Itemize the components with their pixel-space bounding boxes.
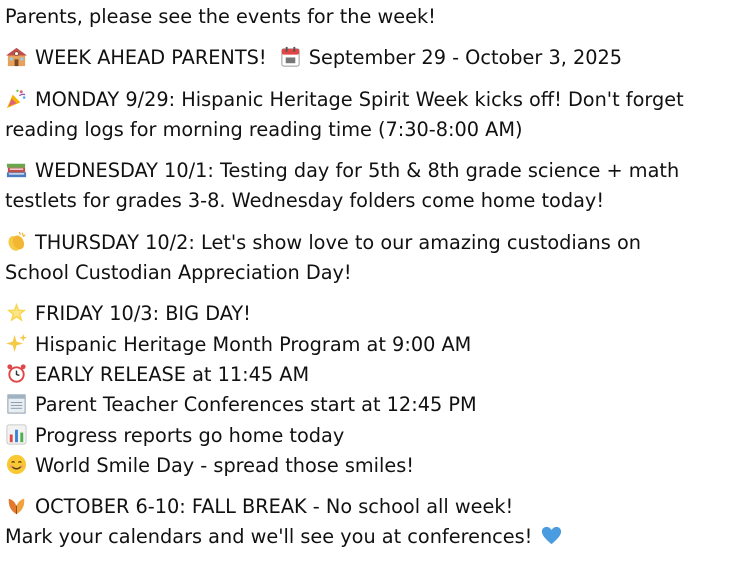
friday-item-early-release (5, 360, 725, 390)
week-header-paragraph (5, 43, 725, 73)
blue-heart-icon (540, 524, 563, 547)
closing-line (5, 522, 725, 552)
thursday-line-1 (5, 228, 725, 258)
wednesday-text-2: testlets for grades 3-8. Wednesday folders come home today! (5, 189, 605, 213)
school-icon (5, 45, 28, 68)
books-icon (5, 158, 28, 181)
fall-break-text: OCTOBER 6-10: FALL BREAK - No school all week! (35, 495, 514, 519)
friday-item-smile-text: World Smile Day - spread those smiles! (35, 453, 415, 477)
sparkles-icon (5, 332, 28, 355)
fallen-leaf-icon (5, 494, 28, 517)
party-popper-icon (5, 87, 28, 110)
calendar-icon (279, 45, 302, 68)
alarm-clock-icon (5, 362, 28, 385)
intro-paragraph (5, 2, 725, 32)
friday-item-conferences-text: Parent Teacher Conferences start at 12:45 PM (35, 393, 477, 417)
friday-item-conferences (5, 390, 725, 420)
smiling-face-icon (5, 453, 28, 476)
wednesday-paragraph (5, 156, 725, 217)
friday-item-program-text: Hispanic Heritage Month Program at 9:00 AM (35, 332, 472, 356)
monday-paragraph (5, 85, 725, 146)
glowing-star-icon (5, 301, 28, 324)
wednesday-text-1: WEDNESDAY 10/1: Testing day for 5th & 8th grade science + math (35, 159, 680, 183)
notepad-icon (5, 392, 28, 415)
friday-heading-line (5, 299, 725, 329)
friday-paragraph (5, 299, 725, 481)
closing-paragraph (5, 492, 725, 553)
clapping-hands-icon (5, 230, 28, 253)
friday-item-smile (5, 451, 725, 481)
week-header-line (5, 43, 725, 73)
thursday-text-1: THURSDAY 10/2: Let's show love to our amazing custodians on (35, 230, 641, 254)
wednesday-line-1 (5, 156, 725, 186)
week-dates-text: September 29 - October 3, 2025 (308, 46, 623, 70)
friday-item-progress (5, 421, 725, 451)
post-body (5, 2, 725, 564)
monday-text-1: MONDAY 9/29: Hispanic Heritage Spirit Week kicks off! Don't forget (35, 87, 684, 111)
week-header-text: WEEK AHEAD PARENTS! (35, 46, 267, 70)
friday-item-progress-text: Progress reports go home today (35, 423, 345, 447)
monday-line-1 (5, 85, 725, 115)
friday-item-program (5, 330, 725, 360)
closing-text: Mark your calendars and we'll see you at conferences! (5, 525, 533, 549)
bar-chart-icon (5, 423, 28, 446)
intro-text: Parents, please see the events for the week! (5, 5, 436, 28)
monday-text-2: reading logs for morning reading time (7:30-8:00 AM) (5, 117, 523, 141)
friday-item-early-release-text: EARLY RELEASE at 11:45 AM (35, 362, 310, 386)
fall-break-line (5, 492, 725, 522)
friday-heading: FRIDAY 10/3: BIG DAY! (35, 302, 251, 326)
thursday-text-2: School Custodian Appreciation Day! (5, 261, 352, 285)
thursday-paragraph (5, 228, 725, 289)
